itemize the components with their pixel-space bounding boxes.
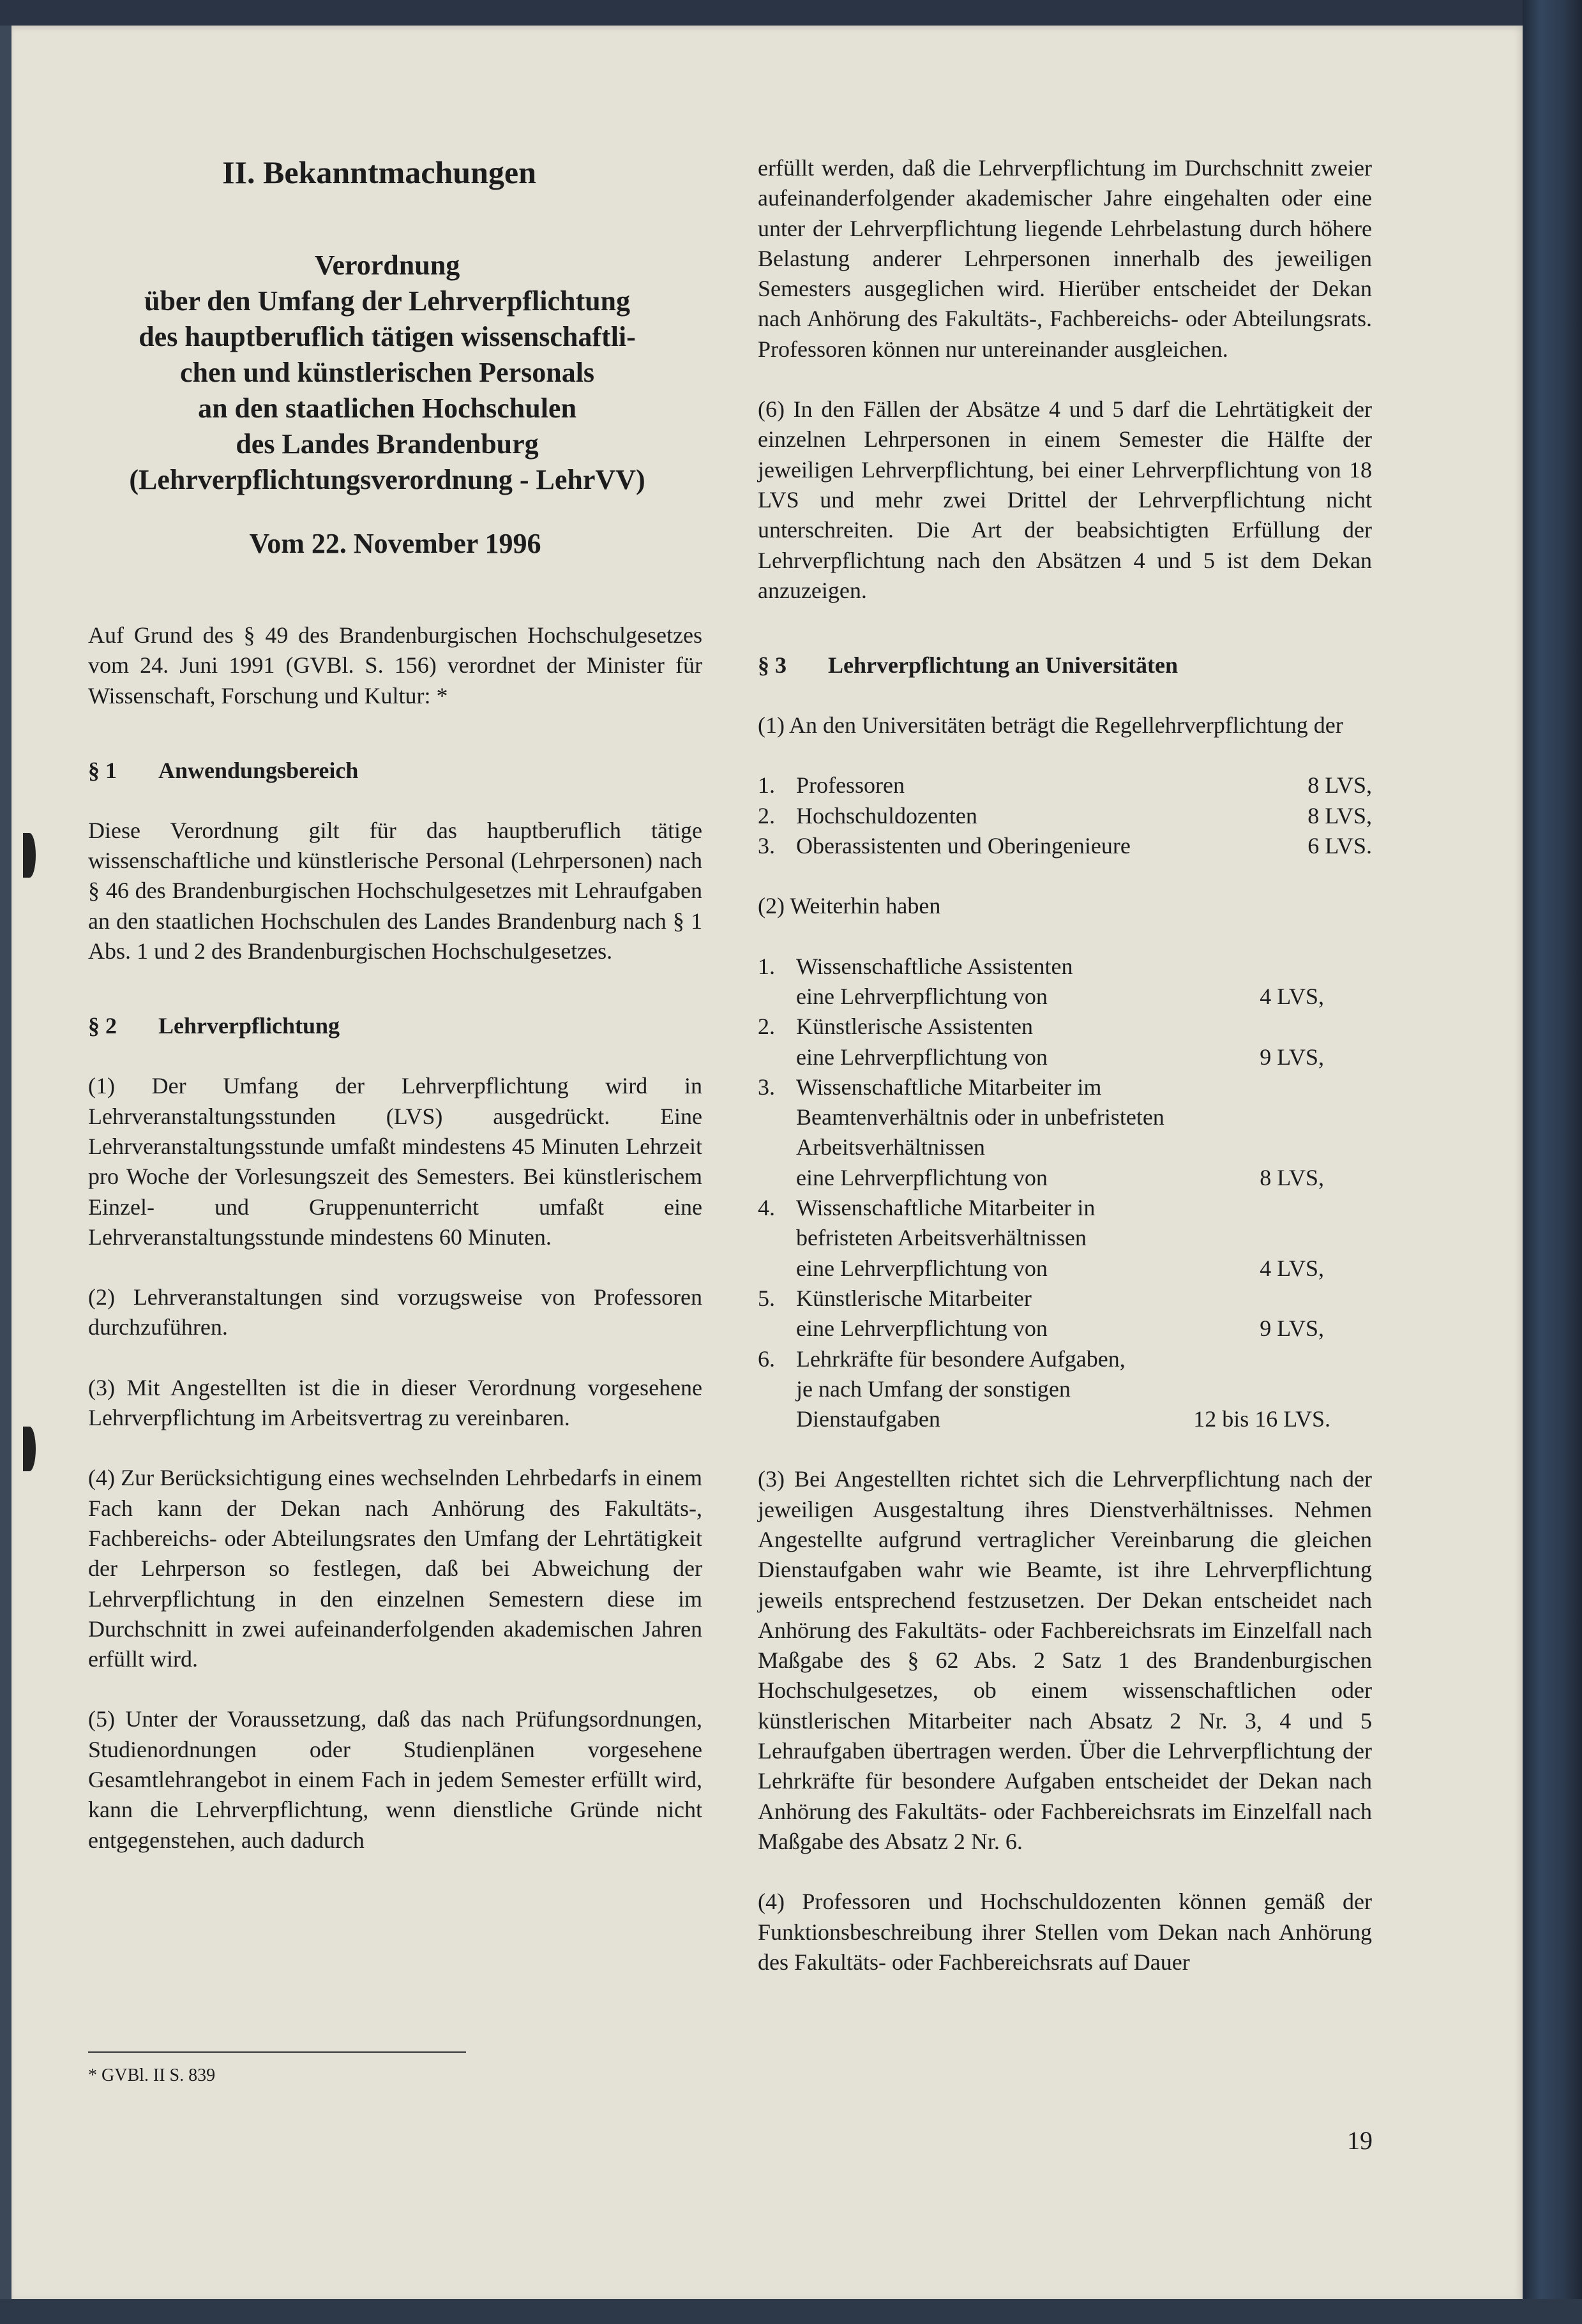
binding-hole — [23, 833, 36, 878]
item-label-line: eine Lehrverpflichtung von — [796, 1164, 1048, 1190]
book-spine — [1523, 0, 1582, 2324]
item-label-line: Wissenschaftliche Mitarbeiter im — [796, 1074, 1102, 1100]
right-column — [758, 153, 1372, 1977]
paragraph: (1) An den Universitäten beträgt die Regellehrverpflichtung der — [758, 712, 1343, 738]
item-label — [796, 1284, 1190, 1344]
item-label-line: eine Lehrverpflichtung von — [796, 1316, 1048, 1342]
item-label: Oberassistenten und Oberingenieure — [796, 833, 1131, 859]
item-value: 9 LVS, — [1260, 1044, 1324, 1070]
book-edge-top — [0, 0, 1523, 26]
item-number: 2. — [758, 802, 775, 828]
item-number: 2. — [758, 1014, 775, 1040]
item-label — [796, 1193, 1190, 1284]
item-label — [796, 1072, 1190, 1193]
page-number: 19 — [1347, 2126, 1373, 2155]
section-number: § 1 — [88, 757, 117, 783]
section-1-text: Diese Verordnung gilt für das hauptberuflich tätige wissenschaftliche und künstlerische Personal (Lehrpersonen) nach § 46 des Brandenburgischen Hochschulgesetzes mit Lehraufgaben an den staatlichen Hochschulen des Landes Brandenburg nach § 1 Abs. 1 und 2 des Brandenburgischen Hochschulgesetzes. — [88, 817, 702, 964]
item-number: 3. — [758, 833, 775, 859]
section-title: Anwendungsbereich — [158, 757, 359, 783]
paragraph: (5) Unter der Voraussetzung, daß das nach Prüfungsordnungen, Studienordnungen oder Studienplänen vorgesehene Gesamtlehrangebot in einem Fach in jedem Semester erfüllt wird, kann die Lehrverpflichtung, wenn dienstliche Gründe nicht entgegenstehen, auch dadurch — [88, 1706, 702, 1853]
item-label-line: befristeten Arbeitsverhältnissen — [796, 1225, 1087, 1251]
paragraph: (1) Der Umfang der Lehrverpflichtung wird in Lehrveranstaltungsstunden (LVS) ausgedrückt. Eine Lehrveranstaltungsstunde umfaßt mindestens 45 Minuten Lehrzeit pro Woche der Vorlesungszeit des Semesters. Bei künstlerischem Einzel- und Gruppenunterricht umfaßt eine Lehrveranstaltungsstunde mindestens 60 Minuten. — [88, 1073, 702, 1250]
section-title: Lehrverpflichtung an Universitäten — [828, 652, 1178, 678]
preamble: Auf Grund des § 49 des Brandenburgischen Hochschulgesetzes vom 24. Juni 1991 (GVBl. S. 156) verordnet der Minister für Wissenschaft, Forschung und Kultur: * — [88, 622, 702, 708]
title-line: des hauptberuflich tätigen wissenschaftli- — [139, 321, 636, 352]
item-number: 4. — [758, 1195, 775, 1221]
footnote: * GVBl. II S. 839 — [88, 2065, 216, 2085]
section-title: Lehrverpflichtung — [158, 1013, 340, 1039]
item-value: 8 LVS, — [1307, 772, 1372, 798]
item-value: 4 LVS, — [1260, 1255, 1324, 1281]
list-item — [758, 831, 1372, 861]
item-number: 3. — [758, 1074, 775, 1100]
section-number: § 3 — [758, 652, 787, 678]
list-item — [758, 1344, 1372, 1435]
paragraph: (3) Bei Angestellten richtet sich die Lehrverpflichtung nach der jeweiligen Ausgestaltung ihres Dienstverhältnisses. Nehmen Angestellte aufgrund vertraglicher Vereinbarung die gleichen Dienstaufgaben wahr wie Beamte, ist ihre Lehrverpflichtung jeweils entsprechend festzusetzen. Der Dekan entscheidet nach Anhörung des Fakultäts- oder Fachbereichsrats im Einzelfall nach Maßgabe des § 62 Abs. 2 Satz 1 des Brandenburgischen Hochschulgesetzes, ob einem wissenschaftlichen oder künstlerischen Mitarbeiter nach Absatz 2 Nr. 3, 4 und 5 Lehraufgaben übertragen werden. Über die Lehrverpflichtung der Lehrkräfte für besondere Aufgaben entscheidet der Dekan nach Anhörung des Fakultäts- oder Fachbereichsrats im Einzelfall nach Maßgabe des Absatz 2 Nr. 6. — [758, 1466, 1372, 1854]
section-number: § 2 — [88, 1013, 117, 1039]
section-3-heading — [758, 650, 1372, 680]
paragraph: (2) Weiterhin haben — [758, 893, 941, 919]
list-item — [758, 952, 1372, 1012]
item-value: 8 LVS, — [1260, 1164, 1324, 1190]
item-label-line: Wissenschaftliche Mitarbeiter in — [796, 1195, 1096, 1221]
item-value: 6 LVS. — [1307, 833, 1372, 859]
paragraph: erfüllt werden, daß die Lehrverpflichtung im Durchschnitt zweier aufeinanderfolgender akademischer Jahre eingehalten oder eine unter der Lehrverpflichtung liegende Lehrbelastung durch höhere Belastung anderer Lehrpersonen innerhalb des jeweiligen Semesters ausgeglichen wird. Hierüber entscheidet der Dekan nach Anhörung des Fakultäts-, Fachbereichs- oder Abteilungsrats. Professoren können nur untereinander ausgleichen. — [758, 155, 1372, 362]
item-label-line: Lehrkräfte für besondere Aufgaben, — [796, 1346, 1126, 1372]
list-item — [758, 1284, 1372, 1344]
title-line: Verordnung — [314, 250, 460, 281]
list-item — [758, 1193, 1372, 1284]
list-item — [758, 801, 1372, 831]
footnote-rule — [88, 2051, 466, 2053]
item-label-line: Arbeitsverhältnissen — [796, 1134, 985, 1160]
item-label — [796, 1012, 1190, 1072]
item-value: 9 LVS, — [1260, 1316, 1324, 1342]
book-edge-bottom — [0, 2299, 1582, 2324]
item-label — [796, 1344, 1139, 1435]
title-line: des Landes Brandenburg — [236, 428, 539, 460]
teaching-load-list-1 — [758, 770, 1372, 861]
section-heading: II. Bekanntmachungen — [222, 154, 536, 190]
ordinance-date: Vom 22. November 1996 — [249, 528, 541, 559]
item-label-line: je nach Umfang der sonstigen — [796, 1376, 1071, 1402]
item-label-line: eine Lehrverpflichtung von — [796, 1044, 1048, 1070]
list-item — [758, 770, 1372, 800]
paragraph: (4) Professoren und Hochschuldozenten können gemäß der Funktionsbeschreibung ihrer Stellen vom Dekan nach Anhörung des Fakultäts- oder Fachbereichsrats auf Dauer — [758, 1889, 1372, 1975]
binding-hole — [23, 1427, 36, 1471]
item-value: 4 LVS, — [1260, 983, 1324, 1009]
section-1-heading — [88, 756, 702, 786]
title-line: (Lehrverpflichtungsverordnung - LehrVV) — [129, 464, 645, 495]
paragraph: (4) Zur Berücksichtigung eines wechselnden Lehrbedarfs in einem Fach kann der Dekan nach Anhörung des Fakultäts-, Fachbereichs- oder Abteilungsrates den Umfang der Lehrtätigkeit der Lehrperson so festlegen, daß bei Abweichung der Lehrverpflichtung in den einzelnen Semestern diese im Durchschnitt in zwei aufeinanderfolgenden akademischen Jahren erfüllt wird. — [88, 1465, 702, 1672]
item-value: 8 LVS, — [1307, 802, 1372, 828]
item-label-line: Künstlerische Assistenten — [796, 1014, 1033, 1040]
left-column — [88, 153, 702, 1855]
section-2-heading — [88, 1011, 702, 1041]
title-line: an den staatlichen Hochschulen — [198, 393, 576, 424]
item-label-line: eine Lehrverpflichtung von — [796, 983, 1048, 1009]
ordinance-title — [88, 248, 702, 498]
title-line: chen und künstlerischen Personals — [179, 357, 595, 388]
list-item — [758, 1012, 1372, 1072]
item-label — [796, 952, 1190, 1012]
teaching-load-list-2 — [758, 952, 1372, 1435]
list-item — [758, 1072, 1372, 1193]
item-value: 12 bis 16 LVS. — [1193, 1406, 1330, 1432]
item-number: 5. — [758, 1285, 775, 1311]
item-number: 6. — [758, 1346, 775, 1372]
item-label-line: eine Lehrverpflichtung von — [796, 1255, 1048, 1281]
paragraph: (6) In den Fällen der Absätze 4 und 5 darf die Lehrtätigkeit der einzelnen Lehrpersonen in einem Semester die Hälfte der jeweiligen Lehrverpflichtung, bei einer Lehrverpflichtung von 18 LVS und mehr zwei Drittel der Lehrverpflichtung nicht unterschreiten. Die Art der beabsichtigten Erfüllung der Lehrverpflichtung nach den Absätzen 4 und 5 ist dem Dekan anzuzeigen. — [758, 396, 1372, 603]
paragraph: (3) Mit Angestellten ist die in dieser Verordnung vorgesehene Lehrverpflichtung im Arbeitsvertrag zu vereinbaren. — [88, 1374, 702, 1431]
paragraph: (2) Lehrveranstaltungen sind vorzugsweise von Professoren durchzuführen. — [88, 1284, 702, 1340]
item-label: Hochschuldozenten — [796, 802, 977, 828]
item-label-line: Beamtenverhältnis oder in unbefristeten — [796, 1104, 1164, 1130]
item-number: 1. — [758, 772, 775, 798]
item-label: Professoren — [796, 772, 905, 798]
item-label-line: Wissenschaftliche Assistenten — [796, 953, 1073, 979]
title-line: über den Umfang der Lehrverpflichtung — [144, 285, 631, 317]
item-label-line: Dienstaufgaben — [796, 1406, 940, 1432]
item-label-line: Künstlerische Mitarbeiter — [796, 1285, 1032, 1311]
item-number: 1. — [758, 953, 775, 979]
